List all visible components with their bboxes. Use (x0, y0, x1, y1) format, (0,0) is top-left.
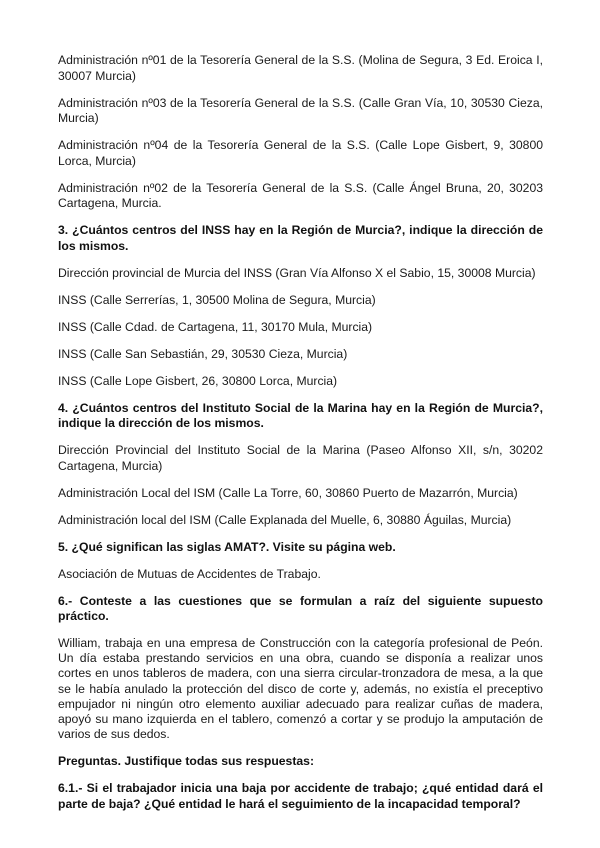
inss-center: INSS (Calle San Sebastián, 29, 30530 Cieza, Murcia) (58, 346, 348, 361)
inss-center: INSS (Calle Lope Gisbert, 26, 30800 Lorca, Murcia) (58, 373, 338, 388)
tss-office-3: Administración nº03 de la Tesorería General de la S.S. (Calle Gran Vía, 10, 30530 Cieza, Murcia) (58, 95, 543, 125)
inss-center: Dirección provincial de Murcia del INSS (Gran Vía Alfonso X el Sabio, 15, 30008 Murcia) (58, 265, 536, 280)
question-5-heading: 5. ¿Qué significan las siglas AMAT?. Visite su página web. (58, 539, 396, 554)
inss-center: INSS (Calle Serrerías, 1, 30500 Molina de Segura, Murcia) (58, 292, 376, 307)
case-study-text: William, trabaja en una empresa de Construcción con la categoría profesional de Peón. Un día estaba prestando servicios en una obra, cuando se disponía a realizar unos cortes en unos tableros de madera, con una sierra circular-tronzadora de mesa, a la que se le había anulado la protección del disco de corte y, además, no existía el preceptivo empujador ni ningún otro elemento auxiliar adecuado para realizar cuñas de madera, apoyó su mano izquierda en el tablero, comenzó a cortar y se produjo la amputación de varios de sus dedos. (58, 636, 543, 742)
question-6-heading: 6.- Conteste a las cuestiones que se formulan a raíz del siguiente supuesto práctico. (58, 593, 543, 623)
tss-office-2: Administración nº02 de la Tesorería General de la S.S. (Calle Ángel Bruna, 20, 30203 Cartagena, Murcia. (58, 180, 543, 210)
ism-center: Administración Local del ISM (Calle La Torre, 60, 30860 Puerto de Mazarrón, Murcia) (58, 485, 518, 500)
tss-office-4: Administración nº04 de la Tesorería General de la S.S. (Calle Lope Gisbert, 9, 30800 Lorca, Murcia) (58, 138, 543, 168)
document-page (58, 53, 543, 824)
questions-heading: Preguntas. Justifique todas sus respuestas: (58, 754, 315, 769)
inss-center: INSS (Calle Cdad. de Cartagena, 11, 30170 Mula, Murcia) (58, 319, 373, 334)
question-4-heading: 4. ¿Cuántos centros del Instituto Social de la Marina hay en la Región de Murcia?, indique la dirección de los mismos. (58, 400, 543, 430)
ism-center: Administración local del ISM (Calle Explanada del Muelle, 6, 30880 Águilas, Murcia) (58, 512, 512, 527)
question-3-heading: 3. ¿Cuántos centros del INSS hay en la Región de Murcia?, indique la dirección de los mismos. (58, 223, 543, 253)
question-6-1: 6.1.- Si el trabajador inicia una baja por accidente de trabajo; ¿qué entidad dará el parte de baja? ¿Qué entidad le hará el seguimiento de la incapacidad temporal? (58, 781, 543, 811)
ism-center: Dirección Provincial del Instituto Social de la Marina (Paseo Alfonso XII, s/n, 30202 Cartagena, Murcia) (58, 443, 543, 473)
question-5-answer: Asociación de Mutuas de Accidentes de Trabajo. (58, 566, 321, 581)
tss-office-1: Administración nº01 de la Tesorería General de la S.S. (Molina de Segura, 3 Ed. Eroica I, 30007 Murcia) (58, 53, 543, 83)
